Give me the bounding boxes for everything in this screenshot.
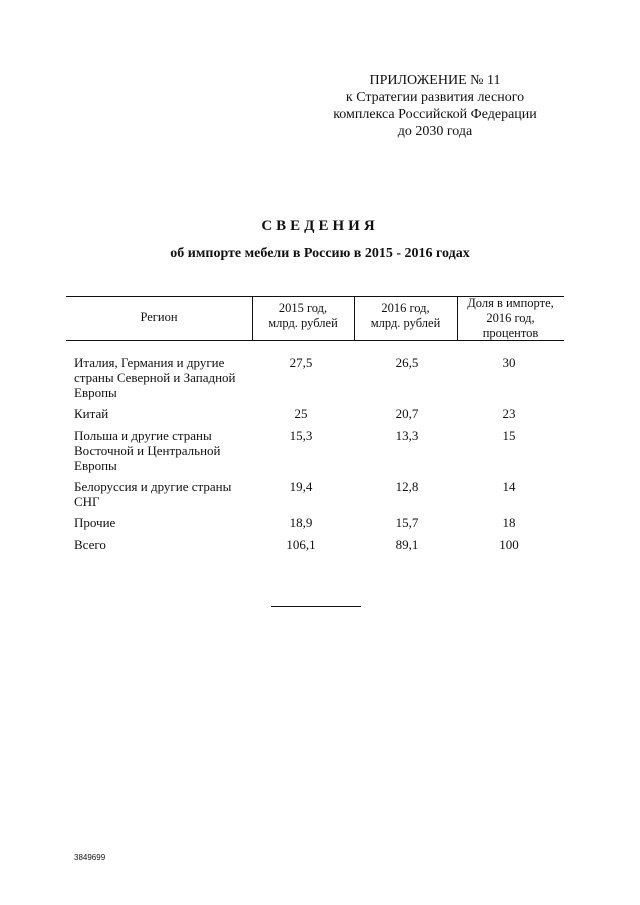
cell-2016: 89,1 xyxy=(395,537,419,552)
cell-region: Италия, Германия и другие страны Северной и Западной Европы xyxy=(74,355,236,400)
page-subtitle: об импорте мебели в Россию в 2015 - 2016 годах xyxy=(170,246,470,261)
cell-2016: 13,3 xyxy=(395,428,419,443)
appendix-number: ПРИЛОЖЕНИЕ № 11 xyxy=(369,73,501,88)
cell-region: Всего xyxy=(74,537,106,552)
cell-2015: 18,9 xyxy=(289,515,313,530)
document-number: 3849699 xyxy=(74,853,106,862)
column-header-label: процентов xyxy=(482,326,539,340)
cell-region: Китай xyxy=(74,406,109,421)
appendix-line: до 2030 года xyxy=(397,124,473,139)
column-header-share xyxy=(457,296,564,341)
appendix-block xyxy=(300,72,570,140)
cell-2015: 106,1 xyxy=(286,537,316,552)
cell-2016: 26,5 xyxy=(395,355,419,370)
cell-share: 30 xyxy=(502,355,516,370)
column-header-label: млрд. рублей xyxy=(370,316,441,330)
column-header-label: Доля в импорте, xyxy=(467,296,554,310)
column-header-label: 2015 год, xyxy=(278,301,328,315)
cell-2015: 27,5 xyxy=(289,355,313,370)
appendix-line: к Стратегии развития лесного xyxy=(345,90,525,105)
cell-2015: 19,4 xyxy=(289,479,313,494)
cell-2016: 12,8 xyxy=(395,479,419,494)
cell-2015: 15,3 xyxy=(289,428,313,443)
cell-2016: 20,7 xyxy=(395,406,419,421)
cell-2015: 25 xyxy=(294,406,308,421)
cell-region: Прочие xyxy=(74,515,116,530)
cell-share: 18 xyxy=(502,515,516,530)
cell-region: Польша и другие страны Восточной и Центральной Европы xyxy=(74,428,221,473)
cell-share: 100 xyxy=(499,537,519,552)
column-header-label: Регион xyxy=(140,310,178,324)
appendix-line: комплекса Российской Федерации xyxy=(333,107,537,122)
column-header-label: 2016 год, xyxy=(381,301,430,315)
cell-share: 15 xyxy=(502,428,516,443)
cell-share: 14 xyxy=(502,479,516,494)
cell-2016: 15,7 xyxy=(395,515,419,530)
cell-share: 23 xyxy=(502,406,516,421)
end-divider-line xyxy=(271,606,361,607)
column-header-2015 xyxy=(252,301,354,331)
page-title: СВЕДЕНИЯ xyxy=(261,218,379,234)
column-header-label: млрд. рублей xyxy=(268,316,338,330)
cell-region: Белоруссия и другие страны СНГ xyxy=(74,479,232,509)
column-header-region xyxy=(66,310,252,325)
column-header-2016 xyxy=(354,301,457,331)
column-header-label: 2016 год, xyxy=(486,311,535,325)
